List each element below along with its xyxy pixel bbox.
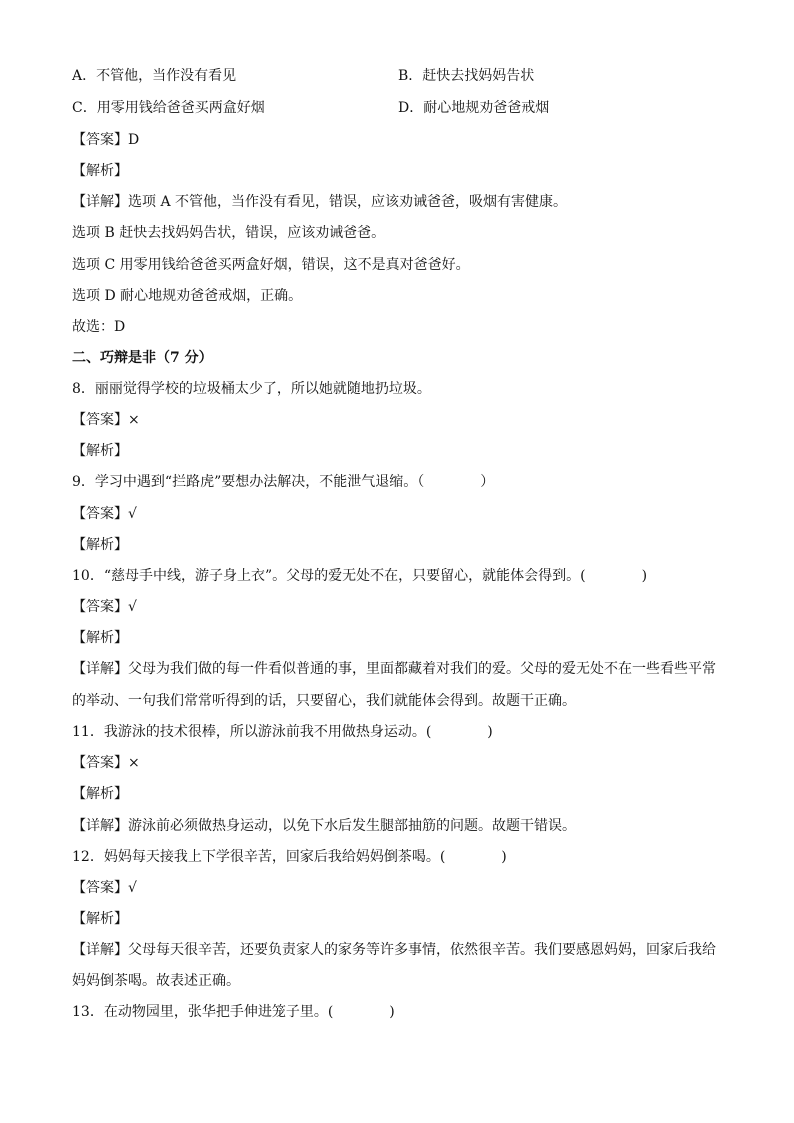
detail-text: 【详解】选项 A 不管他，当作没有看见，错误，应该劝诫爸爸，吸烟有害健康。 xyxy=(72,194,568,210)
detail-text: 选项 C 用零用钱给爸爸买两盒好烟，错误，这不是真对爸爸好。 xyxy=(72,257,470,273)
analysis-label: 【解析】 xyxy=(72,911,128,927)
option-c: C．用零用钱给爸爸买两盒好烟 xyxy=(72,100,265,116)
option-d: D．耐心地规劝爸爸戒烟 xyxy=(398,100,550,116)
question-11: 11．我游泳的技术很棒，所以游泳前我不用做热身运动。( ) xyxy=(72,724,493,740)
answer-label: 【答案】× xyxy=(72,412,140,428)
detail-text: 选项 B 赶快去找妈妈告状，错误，应该劝诫爸爸。 xyxy=(72,225,386,241)
section-heading: 二、巧辩是非（7 分） xyxy=(72,350,213,366)
detail-text: 【详解】父母为我们做的每一件看似普通的事，里面都藏着对我们的爱。父母的爱无处不在一些看些平常 xyxy=(72,661,716,677)
question-13: 13．在动物园里，张华把手伸进笼子里。( ) xyxy=(72,1004,395,1020)
analysis-label: 【解析】 xyxy=(72,786,128,802)
detail-text: 【详解】游泳前必须做热身运动，以免下水后发生腿部抽筋的问题。故题干错误。 xyxy=(72,818,576,834)
analysis-label: 【解析】 xyxy=(72,443,128,459)
answer-label: 【答案】√ xyxy=(72,880,137,896)
detail-text: 的举动、一句我们常常听得到的话，只要留心，我们就能体会得到。故题干正确。 xyxy=(72,693,576,709)
analysis-label: 【解析】 xyxy=(72,630,128,646)
detail-text: 选项 D 耐心地规劝爸爸戒烟，正确。 xyxy=(72,288,303,304)
answer-label: 【答案】√ xyxy=(72,599,137,615)
option-b: B．赶快去找妈妈告状 xyxy=(398,68,535,84)
answer-label: 【答案】× xyxy=(72,755,140,771)
analysis-label: 【解析】 xyxy=(72,537,128,553)
answer-label: 【答案】D xyxy=(72,132,140,148)
question-8: 8．丽丽觉得学校的垃圾桶太少了，所以她就随地扔垃圾。 xyxy=(72,381,431,397)
option-a: A．不管他，当作没有看见 xyxy=(72,68,237,84)
question-9: 9．学习中遇到“拦路虎”要想办法解决，不能泄气退缩。（ ） xyxy=(72,474,495,490)
detail-text: 【详解】父母每天很辛苦，还要负责家人的家务等许多事情，依然很辛苦。我们要感恩妈妈，回家后我给 xyxy=(72,942,716,958)
final-choice: 故选：D xyxy=(72,319,126,335)
analysis-label: 【解析】 xyxy=(72,163,128,179)
answer-label: 【答案】√ xyxy=(72,506,137,522)
detail-text: 妈妈倒茶喝。故表述正确。 xyxy=(72,973,240,989)
question-12: 12．妈妈每天接我上下学很辛苦，回家后我给妈妈倒茶喝。( ) xyxy=(72,849,507,865)
question-10: 10．“慈母手中线，游子身上衣”。父母的爱无处不在，只要留心，就能体会得到。( ) xyxy=(72,568,648,584)
